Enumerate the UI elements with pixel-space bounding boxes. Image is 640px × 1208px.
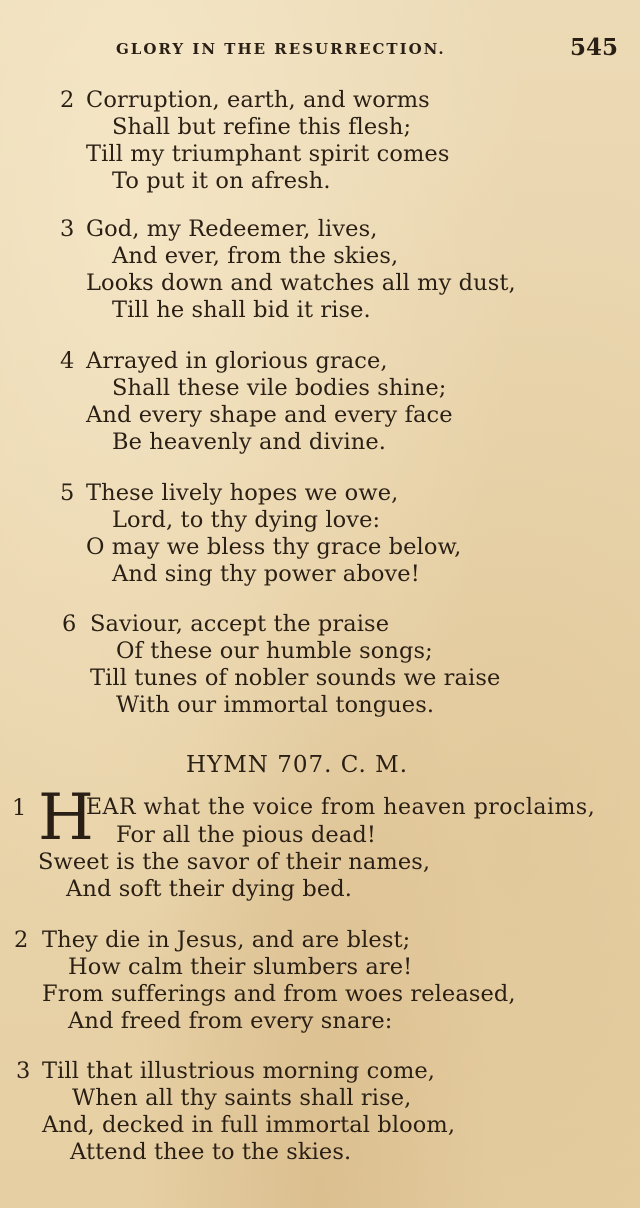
verse-line: Lord, to thy dying love: (112, 507, 381, 533)
stanza-number: 2 (14, 927, 29, 953)
verse-line: Shall but refine this flesh; (112, 114, 412, 140)
verse-line: And ever, from the skies, (112, 243, 399, 269)
verse-line: These lively hopes we owe, (86, 480, 399, 506)
verse-line: And soft their dying bed. (66, 876, 352, 902)
stanza-number: 3 (60, 216, 75, 242)
stanza-number: 1 (12, 795, 27, 821)
verse-line: Of these our humble songs; (116, 638, 433, 664)
verse-line: For all the pious dead! (116, 822, 377, 848)
stanza-number: 6 (62, 611, 77, 637)
verse-line: How calm their slumbers are! (68, 954, 413, 980)
running-title: GLORY IN THE RESURRECTION. (116, 40, 446, 58)
verse-line: To put it on afresh. (112, 168, 331, 194)
verse-line: Shall these vile bodies shine; (112, 375, 447, 401)
verse-line: Sweet is the savor of their names, (38, 849, 431, 875)
drop-cap: H (38, 781, 94, 855)
verse-line: With our immortal tongues. (116, 692, 435, 718)
verse-line: God, my Redeemer, lives, (86, 216, 378, 242)
verse-line: Saviour, accept the praise (90, 611, 390, 637)
verse-line: And sing thy power above! (112, 561, 420, 587)
hymn-heading: HYMN 707. C. M. (186, 752, 409, 778)
verse-line: Till he shall bid it rise. (112, 297, 371, 323)
verse-line: Corruption, earth, and worms (86, 87, 430, 113)
stanza-number: 5 (60, 480, 75, 506)
verse-line: Looks down and watches all my dust, (86, 270, 516, 296)
verse-line: They die in Jesus, and are blest; (42, 927, 411, 953)
verse-line: And every shape and every face (86, 402, 453, 428)
verse-line: EAR what the voice from heaven proclaims, (86, 795, 596, 820)
verse-line: From sufferings and from woes released, (42, 981, 516, 1007)
verse-line: Be heavenly and divine. (112, 429, 387, 455)
verse-line: Attend thee to the skies. (70, 1139, 352, 1165)
stanza-number: 3 (16, 1058, 31, 1084)
verse-line: Till tunes of nobler sounds we raise (90, 665, 501, 691)
stanza-number: 2 (60, 87, 75, 113)
page-number: 545 (570, 34, 619, 61)
stanza-number: 4 (60, 348, 75, 374)
verse-line: Till that illustrious morning come, (42, 1058, 436, 1084)
verse-line: Arrayed in glorious grace, (86, 348, 388, 374)
verse-line: When all thy saints shall rise, (72, 1085, 412, 1111)
verse-line: Till my triumphant spirit comes (86, 141, 450, 167)
verse-line: And, decked in full immortal bloom, (42, 1112, 456, 1138)
verse-line: And freed from every snare: (68, 1008, 393, 1034)
verse-line: O may we bless thy grace below, (86, 534, 462, 560)
